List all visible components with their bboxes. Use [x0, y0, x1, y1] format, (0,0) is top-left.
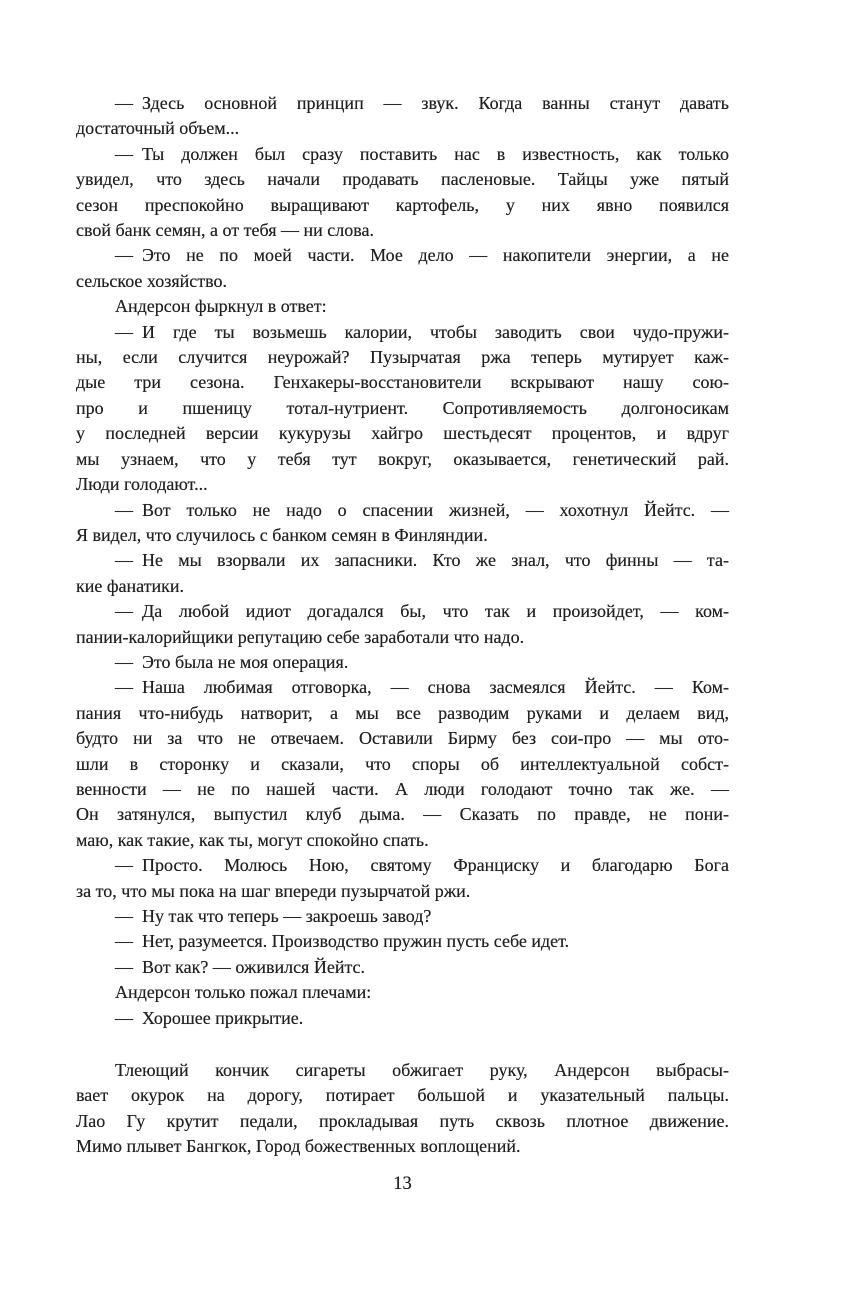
text-line: Я видел, что случилось с банком семян в Финляндии.	[76, 524, 488, 545]
text-line: увидел, что здесь начали продавать пасленовые. Тайцы уже пятый	[76, 169, 729, 190]
text-line: кие фанатики.	[76, 575, 185, 596]
paragraph	[76, 599, 729, 650]
text-line: достаточный объем...	[76, 118, 240, 139]
paragraph	[76, 853, 729, 904]
text-line: — Ты должен был сразу поставить нас в известность, как только	[115, 143, 729, 164]
paragraph	[76, 142, 729, 244]
text-line: дые три сезона. Генхакеры-восстановители вскрывают нашу сою-	[76, 372, 729, 393]
text-line: свой банк семян, а от тебя — ни слова.	[76, 220, 374, 241]
text-line: про и пшеницу тотал-нутриент. Сопротивляемость долгоносикам	[76, 397, 729, 418]
text-line: — Да любой идиот догадался бы, что так и произойдет, — ком-	[115, 601, 729, 622]
text-line: за то, что мы пока на шаг впереди пузырчатой ржи.	[76, 880, 471, 901]
text-line: — Ну так что теперь — закроешь завод?	[115, 906, 432, 926]
text-line: будто ни за что не отвечаем. Оставили Бирму без сои-про — мы ото-	[76, 728, 729, 749]
text-line: Андерсон только пожал плечами:	[115, 982, 372, 1003]
text-line: — Вот как? — оживился Йейтс.	[115, 956, 366, 977]
paragraph	[76, 91, 729, 142]
text-line: Он затянулся, выпустил клуб дыма. — Сказать по правде, не пони-	[76, 804, 729, 825]
text-line: венности — не по нашей части. А люди голодают точно так же. —	[76, 778, 729, 799]
paragraph	[76, 1058, 729, 1160]
text-line: пания что-нибудь натворит, а мы все разводим руками и делаем вид,	[76, 702, 729, 723]
text-line: Лао Гу крутит педали, прокладывая путь сквозь плотное движение.	[76, 1110, 729, 1131]
text-line: мы узнаем, что у тебя тут вокруг, оказывается, генетический рай.	[76, 448, 729, 469]
text-line: — Вот только не надо о спасении жизней, — хохотнул Йейтс. —	[115, 499, 729, 520]
paragraph	[76, 498, 729, 549]
text-line: Мимо плывет Бангкок, Город божественных воплощений.	[76, 1136, 521, 1157]
paragraph	[76, 980, 729, 1005]
scene-break	[76, 1031, 729, 1058]
paragraph	[76, 320, 729, 498]
paragraph	[76, 548, 729, 599]
text-line: — Наша любимая отговорка, — снова засмеялся Йейтс. — Ком-	[115, 677, 729, 698]
text-block	[76, 91, 729, 1160]
paragraph	[76, 675, 729, 853]
paragraph	[76, 904, 729, 929]
paragraph	[76, 243, 729, 294]
page-number: 13	[393, 1174, 412, 1194]
text-line: шли в сторонку и сказали, что споры об интеллектуальной собст-	[76, 753, 729, 774]
paragraph	[76, 955, 729, 980]
text-line: — Это не по моей части. Мое дело — накопители энергии, а не	[115, 245, 729, 266]
text-line: — Не мы взорвали их запасники. Кто же знал, что финны — та-	[115, 550, 729, 571]
text-line: маю, как такие, как ты, могут спокойно спать.	[76, 829, 429, 850]
text-line: сезон преспокойно выращивают картофель, у них явно появился	[76, 194, 729, 215]
text-line: вает окурок на дорогу, потирает большой и указательный пальцы.	[76, 1085, 729, 1106]
text-line: пании-калорийщики репутацию себе заработали что надо.	[76, 626, 525, 647]
paragraph	[76, 929, 729, 954]
text-line: ны, если случится неурожай? Пузырчатая ржа теперь мутирует каж-	[76, 347, 729, 368]
text-line: Люди голодают...	[76, 474, 208, 495]
text-line: Тлеющий кончик сигареты обжигает руку, Андерсон выбрасы-	[115, 1060, 729, 1081]
paragraph	[76, 1006, 729, 1031]
text-line: — И где ты возьмешь калории, чтобы заводить свои чудо-пружи-	[115, 321, 729, 342]
text-line: — Это была не моя операция.	[115, 651, 349, 672]
text-line: Андерсон фыркнул в ответ:	[115, 296, 327, 317]
text-line: — Здесь основной принцип — звук. Когда ванны станут давать	[115, 93, 729, 113]
text-line: — Нет, разумеется. Производство пружин пусть себе идет.	[115, 931, 570, 952]
text-line: — Просто. Молюсь Ною, святому Франциску и благодарю Бога	[115, 855, 729, 876]
paragraph	[76, 650, 729, 675]
paragraph	[76, 294, 729, 319]
text-line: — Хорошее прикрытие.	[115, 1007, 304, 1028]
text-line: у последней версии кукурузы хайгро шестьдесят процентов, и вдруг	[76, 423, 729, 444]
text-line: сельское хозяйство.	[76, 270, 227, 291]
